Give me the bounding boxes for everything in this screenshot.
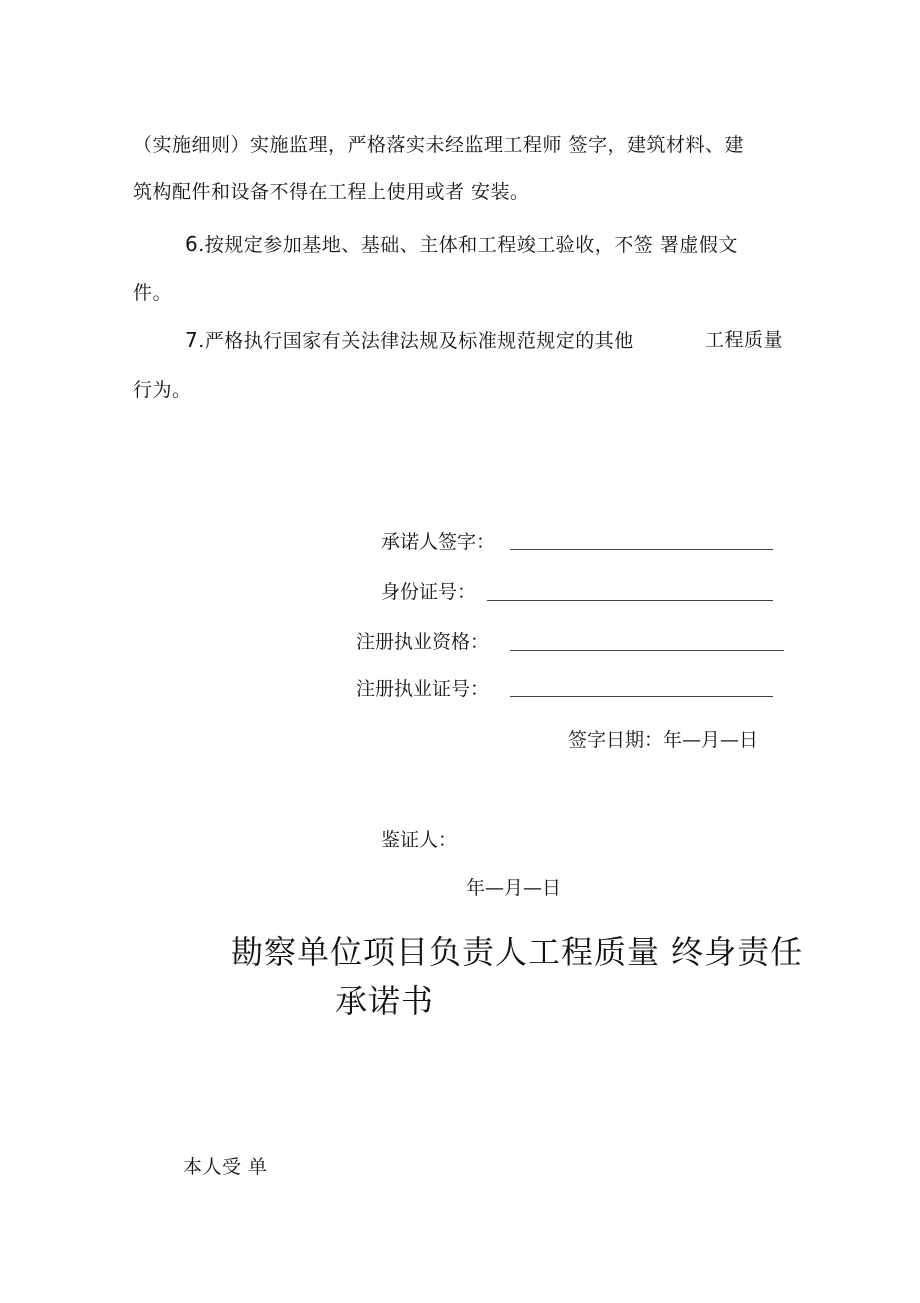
paragraph-line: 筑构配件和设备不得在工程上使用或者 安装。 xyxy=(133,181,530,203)
item-6-line xyxy=(185,232,738,257)
id-number-line[interactable] xyxy=(487,600,773,601)
item-6-number: 6 xyxy=(185,232,199,256)
sign-date: 签字日期：年—月—日 xyxy=(568,729,759,751)
section-title-line1: 勘察单位项目负责人工程质量 终身责任 xyxy=(231,933,804,971)
qualification-label: 注册执业资格： xyxy=(356,631,490,653)
witness-label: 鉴证人： xyxy=(381,829,458,851)
cert-number-label: 注册执业证号： xyxy=(356,678,490,700)
item-7-text: .严格执行国家有关法律法规及标准规范规定的其他 xyxy=(198,330,634,352)
signer-signature-line[interactable] xyxy=(510,549,773,550)
paragraph-line: （实施细则）实施监理，严格落实未经监理工程师 签字，建筑材料、建 xyxy=(133,134,745,156)
id-number-label: 身份证号： xyxy=(381,581,477,603)
item-7-text-tail: 工程质量 xyxy=(705,329,784,351)
witness-date: 年—月—日 xyxy=(466,877,562,899)
item-6-text: .按规定参加基地、基础、主体和工程竣工验收，不签 署虚假文 xyxy=(198,234,738,256)
item-7-line xyxy=(185,328,634,353)
cert-number-line[interactable] xyxy=(510,696,773,697)
qualification-line[interactable] xyxy=(510,650,784,651)
section-title-line2: 承诺书 xyxy=(335,982,435,1020)
paragraph-line: 件。 xyxy=(133,282,173,304)
item-7-number: 7 xyxy=(185,328,199,352)
signer-label: 承诺人签字： xyxy=(381,531,496,553)
body-start-line: 本人受 单 xyxy=(183,1156,268,1178)
paragraph-line: 行为。 xyxy=(133,379,192,401)
